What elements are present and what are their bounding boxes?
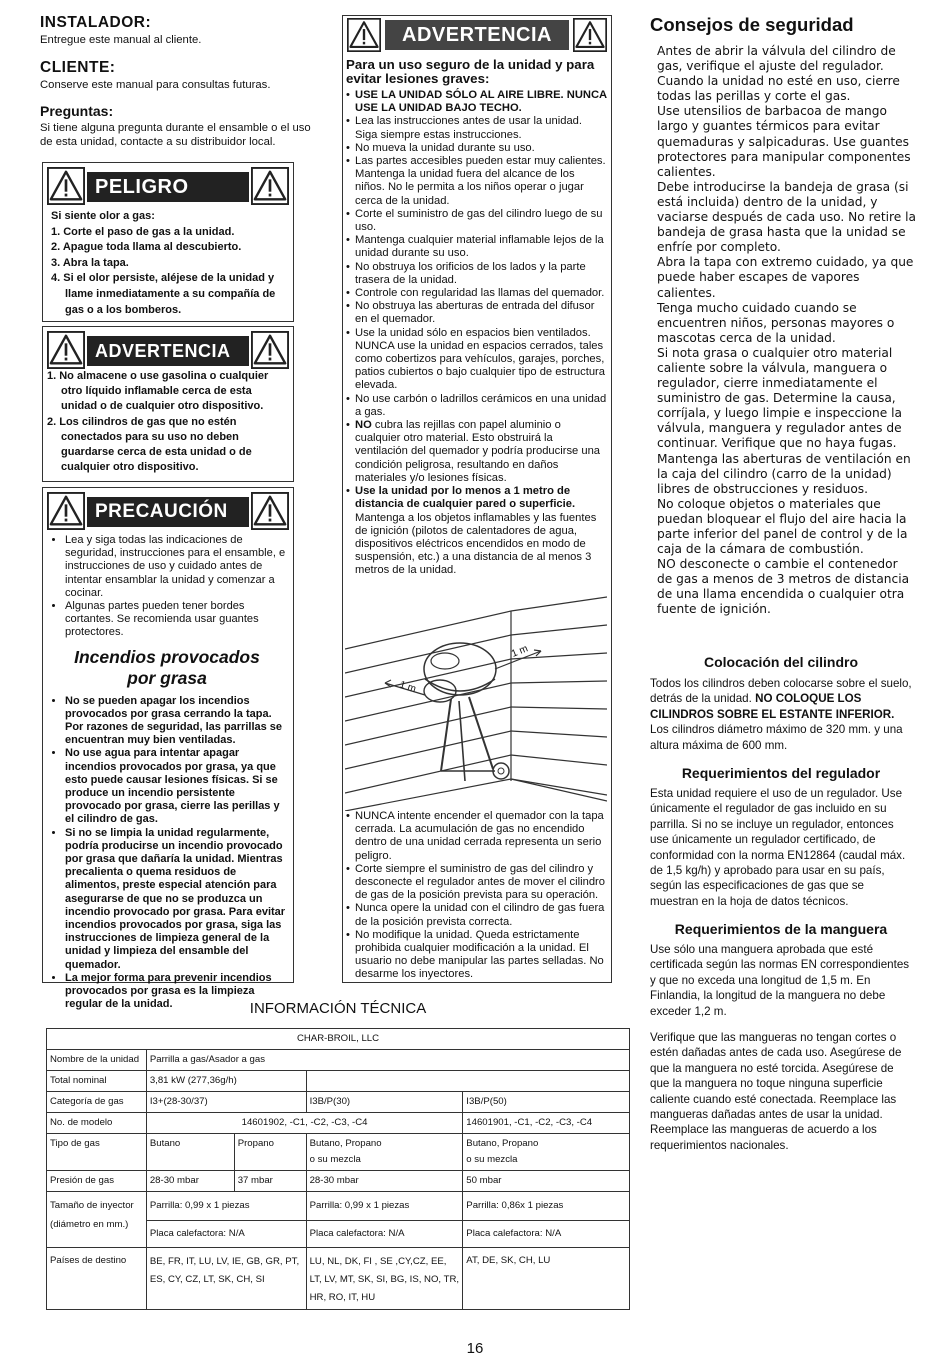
safe-use-item (355, 327, 607, 393)
warning-triangle-icon (47, 167, 85, 205)
grease-fire-item: • No use agua para intentar apagar incendios provocados por grasa, ya que esto puede causar lesiones físicas. Si se produce un incendio persistente provocado por grasa, cierre las perillas y el cilindro de gas. (65, 747, 287, 826)
cylinder-text-end: Los cilindros diámetro máximo de 320 mm. y una altura máxima de 600 mm. (650, 723, 903, 752)
safety-tip-line: la caja del cilindro (carro de la unidad) (657, 466, 892, 481)
table-cell: I3B/P(50) (463, 1092, 630, 1113)
safety-tip-line: suministro de gas. Determine la causa, (657, 391, 896, 406)
caution-body (47, 534, 287, 1012)
warning-banner (43, 327, 293, 375)
cylinder-warning: NO COLOQUE LOS CILINDROS SOBRE EL ESTANTE INFERIOR. (650, 692, 895, 721)
safety-tip-line: corríjala, y luego limpie e inspeccione la (657, 406, 902, 421)
danger-label: PELIGRO (87, 172, 249, 202)
table-cell: Butano (146, 1134, 234, 1171)
safety-tip-line: Mantenga las aberturas de ventilación en (657, 451, 911, 466)
questions-text: Si tiene alguna pregunta durante el ensamble o el uso de esta unidad, contacte a su distribuidor local. (40, 122, 311, 148)
warning-triangle-icon (251, 331, 289, 369)
warning-body (47, 369, 285, 475)
tech-info-title: INFORMACIÓN TÉCNICA (249, 1000, 427, 1017)
safe-use-item-text: No use carbón o ladrillos cerámicos en una unidad a gas. (355, 392, 607, 418)
safety-tip-line: Tenga mucho cuidado cuando se (657, 300, 857, 315)
safe-use-item-text: Mantenga a los objetos inflamables y las fuentes de ignición (pilotos de calentadores de agua, dispositivos eléctricos encendidos en modo de suspensión, etc.) a una distancia de al menos 3 metros de la unidad. (355, 511, 597, 577)
danger-item: 4. Si el olor persiste, aléjese de la unidad y llame inmediatamente a su compañía de gas o a los bomberos. (51, 272, 276, 316)
safety-tip-line: Si nota grasa o cualquier otro material (657, 345, 893, 360)
table-row (47, 1050, 630, 1071)
cell-line: o su mezcla (309, 1154, 361, 1165)
caution-item: • Lea y siga todas las indicaciones de seguridad, instrucciones para el ensamble, e instrucciones de uso y cuidado antes de intentar ensamblar la unidad y comenzar a cocinar. (65, 534, 287, 600)
safe-use-item (355, 393, 607, 419)
clearance-label: 1 m (398, 679, 418, 696)
warning-triangle-icon (47, 492, 85, 530)
safety-tip-line: protectores para manipular componentes (657, 149, 911, 164)
table-cell: 14601901, -C1, -C2, -C3, -C4 (463, 1113, 630, 1134)
safety-tip-line: calientes. (657, 164, 716, 179)
table-cell: Placa calefactora: N/A (146, 1221, 306, 1248)
safe-use-item (355, 234, 607, 260)
page-number: 16 (466, 1340, 484, 1357)
safe-use-item (355, 89, 607, 115)
client-text: Conserve este manual para consultas futuras. (40, 78, 271, 91)
client-title: CLIENTE: (40, 58, 116, 76)
safety-tip-line: vaciarse después de cada uso. No retire la (657, 210, 916, 225)
safe-use-item-bold: Use la unidad por lo menos a 1 metro de distancia de cualquier pared o superficie. (355, 485, 576, 511)
hose-section (650, 921, 912, 1153)
tech-info-table (46, 1028, 630, 1310)
safety-tip-line: NO desconecte o cambie el contenedor (657, 557, 898, 572)
table-cell: 37 mbar (234, 1171, 306, 1192)
table-row (47, 1192, 630, 1221)
safety-tip-line: puede haber escapes de vapores (657, 270, 860, 285)
grease-fires-title: Incendios provocados por grasa (74, 646, 260, 688)
safety-tip-line: bandeja de grasa hasta que la unidad se (657, 225, 906, 240)
table-cell: No. de modelo (47, 1113, 147, 1134)
hose-text: Verifique que las mangueras no tengan cortes o estén dañadas antes de cada uso. Asegúrese de que la manguera no esté torcida. Asegúrese de que la manguera no toque ninguna superficie caliente cuando esté conectada. Reemplace las mangueras dañadas antes de usar la unidad. Reemplace las mangueras de acuerdo a los requerimientos nacionales. (650, 1031, 902, 1152)
safety-tip-line: válvula, manguera y regulador antes de (657, 421, 902, 436)
table-cell: Total nominal (47, 1071, 147, 1092)
danger-item: 2. Apague toda llama al descubierto. (51, 241, 242, 254)
caution-label: PRECAUCIÓN (87, 497, 249, 527)
warning-box (42, 326, 294, 482)
grill-clearance-diagram (345, 591, 607, 811)
safety-tip-line: caliente sobre la válvula, manguera o (657, 360, 888, 375)
danger-intro: Si siente olor a gas: (51, 210, 155, 222)
safety-tip-line: Abra la tapa con extremo cuidado, ya que (657, 255, 914, 270)
safe-use-content (346, 58, 607, 578)
safety-tip-line: Use utensilios de barbacoa de mango (657, 104, 887, 119)
table-cell: Tipo de gas (47, 1134, 147, 1171)
table-cell: Parrilla: 0,99 x 1 piezas (146, 1192, 306, 1221)
safety-tip-line: encuentren niños, personas mayores o (657, 315, 895, 330)
safe-use-item (355, 115, 607, 141)
safe-use-item (355, 261, 607, 287)
warning-label: ADVERTENCIA (87, 336, 249, 366)
table-cell: Nombre de la unidad (47, 1050, 147, 1071)
safety-tip-line: Debe introducirse la bandeja de grasa (si (657, 179, 909, 194)
table-cell: LU, NL, DK, FI , SE ,CY,CZ, EE, LT, LV, MT, SK, SI, BG, IS, NO, TR, HR, RO, IT, HU (306, 1248, 463, 1310)
safety-tip-line: regulador, cierre inmediatamente el (657, 376, 878, 391)
table-cell (463, 1134, 630, 1171)
safe-use-item-text: Use la unidad sólo en espacios bien ventilados. NUNCA use la unidad en espacios cerrados, tales como cobertizos para vehículos, garajes, porches, patios cubiertos o bajo cualquier tipo de estructura elevada. (355, 326, 606, 392)
safety-tip-line: No coloque objetos o materiales que (657, 496, 881, 511)
danger-item: 1. Corte el paso de gas a la unidad. (51, 225, 235, 238)
warning-triangle-icon (47, 331, 85, 369)
safe-use-banner (343, 16, 611, 56)
safe-use-label: ADVERTENCIA (385, 20, 569, 50)
safety-tip-line: parte inferior del panel de control y de la (657, 527, 908, 541)
table-cell: Países de destino (47, 1248, 147, 1310)
safety-tip-line: continuar. Verifique que no haya fugas. (657, 436, 897, 451)
regulator-section (650, 765, 912, 909)
safe-use-warning-box (342, 15, 612, 983)
safety-tip-line: largo y guantes térmicos para evitar (657, 119, 880, 134)
table-cell: 14601902, -C1, -C2, -C3, -C4 (146, 1113, 462, 1134)
warning-item: 1. No almacene o use gasolina o cualquier otro líquido inflamable cerca de esta unidad o de cualquier otro dispositivo. (47, 370, 269, 413)
caution-item: • Algunas partes pueden tener bordes cortantes. Se recomienda usar guantes protectores. (65, 600, 287, 640)
safety-tips-text (657, 44, 920, 618)
cylinder-section (650, 654, 912, 753)
table-cell: 28-30 mbar (306, 1171, 463, 1192)
danger-box (42, 162, 294, 322)
safe-use-item-bold: USE LA UNIDAD SÓLO AL AIRE LIBRE. NUNCA USE LA UNIDAD BAJO TECHO. (355, 89, 607, 115)
table-cell: Categoría de gas (47, 1092, 147, 1113)
grease-fire-item: • No se pueden apagar los incendios provocados por grasa cerrando la tapa. Por razones de seguridad, las parrillas se encuentran muy bien ventiladas. (65, 695, 287, 748)
safe-use-item-text: No mueva la unidad durante su uso. (355, 141, 535, 154)
table-cell: 50 mbar (463, 1171, 630, 1192)
table-cell: Parrilla: 0,99 x 1 piezas (306, 1192, 463, 1221)
table-cell: Presión de gas (47, 1171, 147, 1192)
safe-use-item-bold: NO (355, 419, 372, 432)
table-cell: I3+(28-30/37) (146, 1092, 306, 1113)
cell-line: (diámetro en mm.) (50, 1219, 129, 1230)
installer-title: INSTALADOR: (40, 14, 152, 31)
table-row (47, 1071, 630, 1092)
safe-use-item (355, 419, 607, 485)
safe-use-item-text: Corte el suministro de gas del cilindro luego de su uso. (355, 207, 603, 234)
warning-triangle-icon (347, 18, 381, 52)
safe-use-item: • No modifique la unidad. Queda estrictamente prohibida cualquier modificación a la unidad. El usuario no debe manipular las partes selladas. No desarme los inyectores. (355, 929, 607, 982)
safety-tip-line: todas las perillas y corte el gas. (657, 89, 851, 104)
safety-tip-line: mascotas cerca de la unidad. (657, 330, 836, 345)
installer-section (40, 14, 311, 149)
table-row (47, 1029, 630, 1050)
safety-tips-title: Consejos de seguridad (650, 14, 854, 35)
safe-use-item (355, 485, 607, 577)
safe-use-content-bottom (346, 810, 607, 982)
safe-use-item-text: Controle con regularidad las llamas del quemador. (355, 287, 605, 300)
safe-use-item (355, 155, 607, 208)
regulator-text: Esta unidad requiere el uso de un regulador. Use únicamente el regulador de gas incluido en su parrilla. Si no se incluye un regulador, entonces use únicamente un regulador certificado, de conformidad con la norma EN12864 (caudal máx. de 1,5 kg/h) y aprobado para usar en su país, según las especificaciones de gas que se muestran en la hoja de datos técnicos. (650, 787, 906, 908)
table-cell (306, 1134, 463, 1171)
table-cell: CHAR-BROIL, LLC (47, 1029, 630, 1050)
safety-tip-line: de una llama encendida o cualquier otra (657, 587, 905, 602)
warning-item: 2. Los cilindros de gas que no estén conectados para su uso no deben guardarse cerca de esta unidad o de cualquier otro dispositivo. (47, 415, 252, 474)
table-cell: Parrilla a gas/Asador a gas (146, 1050, 629, 1071)
hose-text: Use sólo una manguera aprobada que esté certificada según las normas EN correspondientes y que no exceda una longitud de 1,5 m. En Finlandia, la longitud de la manguera no debe exceder 1,2 m. (650, 943, 910, 1018)
table-row (47, 1171, 630, 1192)
safe-use-item (355, 300, 607, 326)
grease-fire-item: • La mejor forma para prevenir incendios provocados por grasa es la limpieza regular de la unidad. (65, 972, 287, 1012)
caution-banner (43, 488, 293, 536)
grease-fire-item: • Si no se limpia la unidad regularmente, podría producirse un incendio provocado por grasa que dañaría la unidad. Mientras precalienta o quema residuos de alimentos, preste especial atención para asegurarse de que no se produzca un incendio provocado por grasa. Para evitar incendios provocados por grasa, siga las instrucciones de limpieza general de la unidad y limpieza del ensamble del quemador. (65, 827, 287, 972)
safety-tip-line: quemaduras y salpicaduras. Use guantes (657, 134, 910, 149)
danger-banner (43, 163, 293, 211)
clearance-label: 1 m (510, 643, 530, 660)
table-cell: Placa calefactora: N/A (306, 1221, 463, 1248)
table-cell: BE, FR, IT, LU, LV, IE, GB, GR, PT, ES, CY, CZ, LT, SK, CH, SI (146, 1248, 306, 1310)
table-row (47, 1092, 630, 1113)
cell-line: Tamaño de inyector (50, 1200, 134, 1211)
safety-tip-line: fuente de ignición. (657, 602, 771, 617)
safe-use-heading: Para un uso seguro de la unidad y para evitar lesiones graves: (346, 57, 595, 86)
table-cell: Propano (234, 1134, 306, 1171)
safety-tip-line: puedan bloquear el flujo del aire hacia la (657, 511, 907, 526)
cylinder-text: Todos los cilindros deben colocarse sobre el suelo, detrás de la unidad. (650, 677, 912, 706)
cell-line: o su mezcla (466, 1154, 518, 1165)
hose-title: Requerimientos de la manguera (674, 921, 888, 937)
safety-tip-line: libres de obstrucciones y residuos. (657, 481, 869, 496)
safety-tips (650, 14, 920, 618)
safety-tip-line: está incluida) dentro de la unidad, y (657, 194, 878, 209)
safe-use-item: • NUNCA intente encender el quemador con la tapa cerrada. La acumulación de gas no encendido dentro de una unidad cerrada representa un serio peligro. (355, 810, 607, 863)
safety-tip-line: enfríe por completo. (657, 240, 781, 255)
safe-use-item-text: Las partes accesibles pueden estar muy calientes. Mantenga la unidad fuera del alcance de los niños. No le permita a los niños operar o jugar cerca de la unidad. (355, 155, 606, 207)
safe-use-item-text: Mantenga cualquier material inflamable lejos de la unidad durante su uso. (355, 234, 604, 260)
questions-title: Preguntas: (40, 103, 114, 120)
safe-use-item (355, 287, 607, 300)
safe-use-item-text: Lea las instrucciones antes de usar la unidad. Siga siempre estas instrucciones. (355, 115, 583, 141)
safety-tip-line: de gas a menos de 3 metros de distancia (657, 572, 910, 587)
table-cell: 28-30 mbar (146, 1171, 234, 1192)
table-cell (47, 1192, 147, 1248)
safety-tip-line: caja de la cámara de combustión. (657, 542, 864, 557)
caution-box (42, 487, 294, 1011)
danger-item: 3. Abra la tapa. (51, 256, 129, 269)
cell-line: Butano, Propano (309, 1138, 382, 1149)
safety-tip-line: Antes de abrir la válvula del cilindro de (657, 44, 896, 58)
table-cell: AT, DE, SK, CH, LU (463, 1248, 630, 1310)
safety-tip-line: calientes. (657, 285, 716, 300)
safe-use-item (355, 142, 607, 155)
warning-triangle-icon (573, 18, 607, 52)
table-cell: Parrilla: 0,86x 1 piezas (463, 1192, 630, 1221)
installer-text: Entregue este manual al cliente. (40, 34, 202, 46)
safe-use-item-text: No obstruya las aberturas de entrada del difusor en el quemador. (355, 300, 595, 326)
table-cell: I3B/P(30) (306, 1092, 463, 1113)
table-row (47, 1113, 630, 1134)
safe-use-item: • Nunca opere la unidad con el cilindro de gas fuera de la posición prevista correcta. (355, 902, 607, 928)
cylinder-title: Colocación del cilindro (703, 654, 859, 670)
danger-body (51, 209, 285, 318)
warning-triangle-icon (251, 167, 289, 205)
table-cell: 3,81 kW (277,36g/h) (146, 1071, 306, 1092)
safe-use-item-text: cubra las rejillas con papel aluminio o cualquier otro material. Esto obstruirá la ventilación del quemador y podría producirse una condición peligrosa, resultando en daños materiales y/o lesiones físicas. (355, 419, 601, 484)
warning-triangle-icon (251, 492, 289, 530)
cell-line: Butano, Propano (466, 1138, 539, 1149)
safe-use-item (355, 208, 607, 234)
safe-use-item-text: No obstruya los orificios de los lados y la parte trasera de la unidad. (355, 260, 586, 286)
safe-use-list-top (346, 89, 607, 578)
safety-tip-line: gas, verifique el ajuste del regulador. (657, 59, 884, 74)
safe-use-item: • Corte siempre el suministro de gas del cilindro y desconecte el regulador antes de mover el cilindro de gas de la posición prevista para su operación. (355, 863, 607, 903)
table-cell (306, 1071, 629, 1092)
table-row (47, 1134, 630, 1171)
regulator-title: Requerimientos del regulador (681, 765, 881, 781)
safety-tip-line: Cuando la unidad no esté en uso, cierre (657, 74, 900, 89)
table-cell: Placa calefactora: N/A (463, 1221, 630, 1248)
table-row (47, 1248, 630, 1310)
